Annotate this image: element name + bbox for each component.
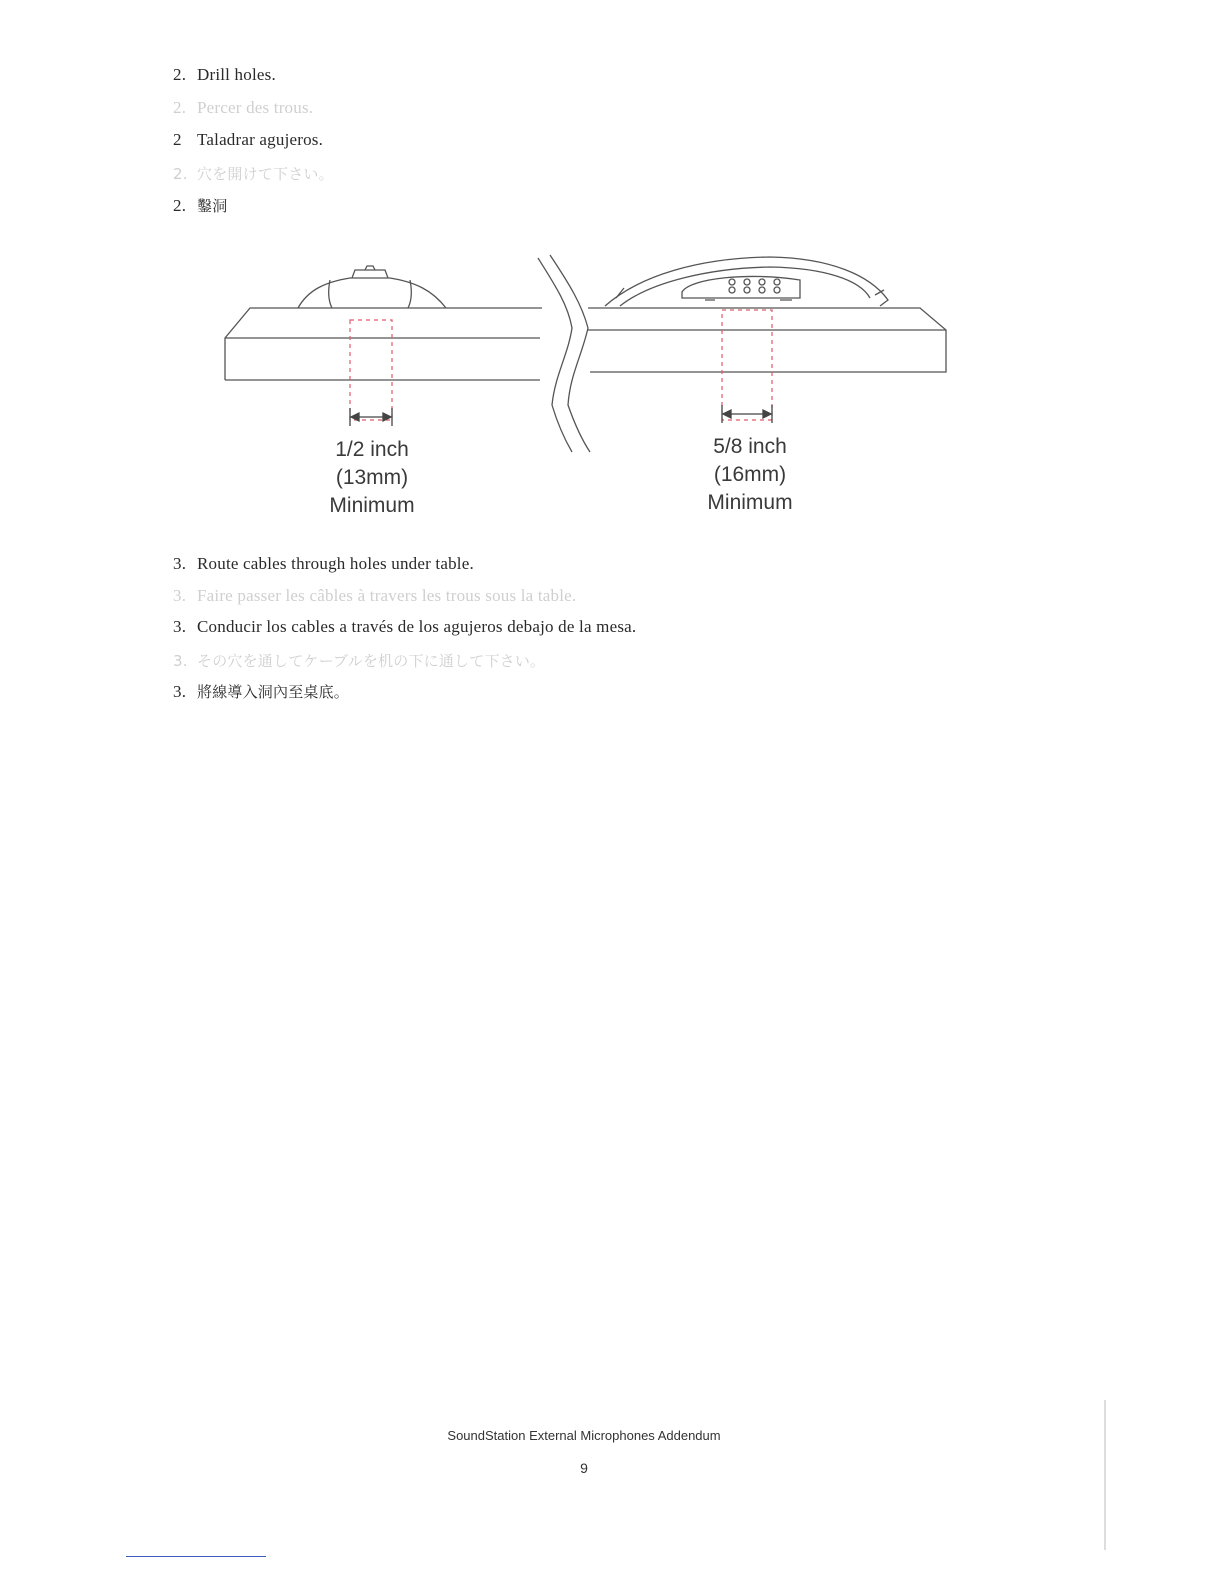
step2-english (173, 65, 276, 85)
step-number: 3. (173, 682, 187, 701)
step3-french (173, 586, 576, 606)
step-number: 2. (173, 98, 187, 117)
step-text: 將線導入洞內至桌底。 (197, 683, 350, 701)
hole-size: 1/2 inch (335, 438, 409, 461)
step3-japanese (173, 650, 545, 671)
conference-phone-icon (605, 257, 888, 306)
step-number: 2. (173, 65, 187, 84)
step-number: 3. (173, 652, 188, 670)
step3-spanish (173, 617, 636, 637)
hole-note: Minimum (707, 491, 793, 514)
step-text: Conducir los cables a través de los agujeros debajo de la mesa. (197, 617, 637, 636)
right-table-outline (588, 308, 946, 372)
left-hole-label (282, 436, 462, 520)
right-hole-label (660, 433, 840, 517)
step-number: 3. (173, 617, 187, 636)
step2-french (173, 98, 313, 118)
hole-metric: (16mm) (713, 463, 787, 486)
step-text: 鑿洞 (197, 197, 228, 215)
step-number: 2. (173, 196, 187, 215)
step-text: 穴を開けて下さい。 (197, 165, 334, 183)
scan-edge-mark (1104, 1400, 1106, 1550)
step-text: Faire passer les câbles à travers les trous sous la table. (197, 586, 577, 605)
hole-size: 5/8 inch (713, 435, 787, 458)
step-text: Route cables through holes under table. (197, 554, 474, 573)
scan-underline-mark (126, 1556, 266, 1557)
step-number: 2 (173, 130, 182, 149)
step-number: 2. (173, 165, 188, 183)
step-number: 3. (173, 554, 187, 573)
step3-chinese (173, 681, 349, 702)
step-text: その穴を通してケーブルを机の下に通して下さい。 (197, 652, 546, 670)
step-text: Drill holes. (197, 65, 276, 84)
microphone-icon (298, 266, 446, 308)
hole-metric: (13mm) (335, 466, 409, 489)
step-text: Percer des trous. (197, 98, 314, 117)
step-text: Taladrar agujeros. (197, 130, 324, 149)
step3-english (173, 554, 474, 574)
step2-spanish (173, 130, 323, 150)
footer-title: SoundStation External Microphones Addendum (447, 1428, 721, 1443)
step2-chinese (173, 195, 227, 216)
left-drill-hole (350, 320, 392, 420)
step2-japanese (173, 163, 334, 184)
hole-note: Minimum (329, 494, 415, 517)
break-line-right (550, 255, 590, 452)
drill-hole-diagram (220, 250, 960, 460)
left-table-top (225, 308, 542, 380)
break-line-left (538, 258, 572, 452)
step-number: 3. (173, 586, 187, 605)
right-drill-hole (722, 310, 772, 420)
left-dimension-arrow (350, 408, 392, 426)
page-number: 9 (580, 1460, 588, 1476)
